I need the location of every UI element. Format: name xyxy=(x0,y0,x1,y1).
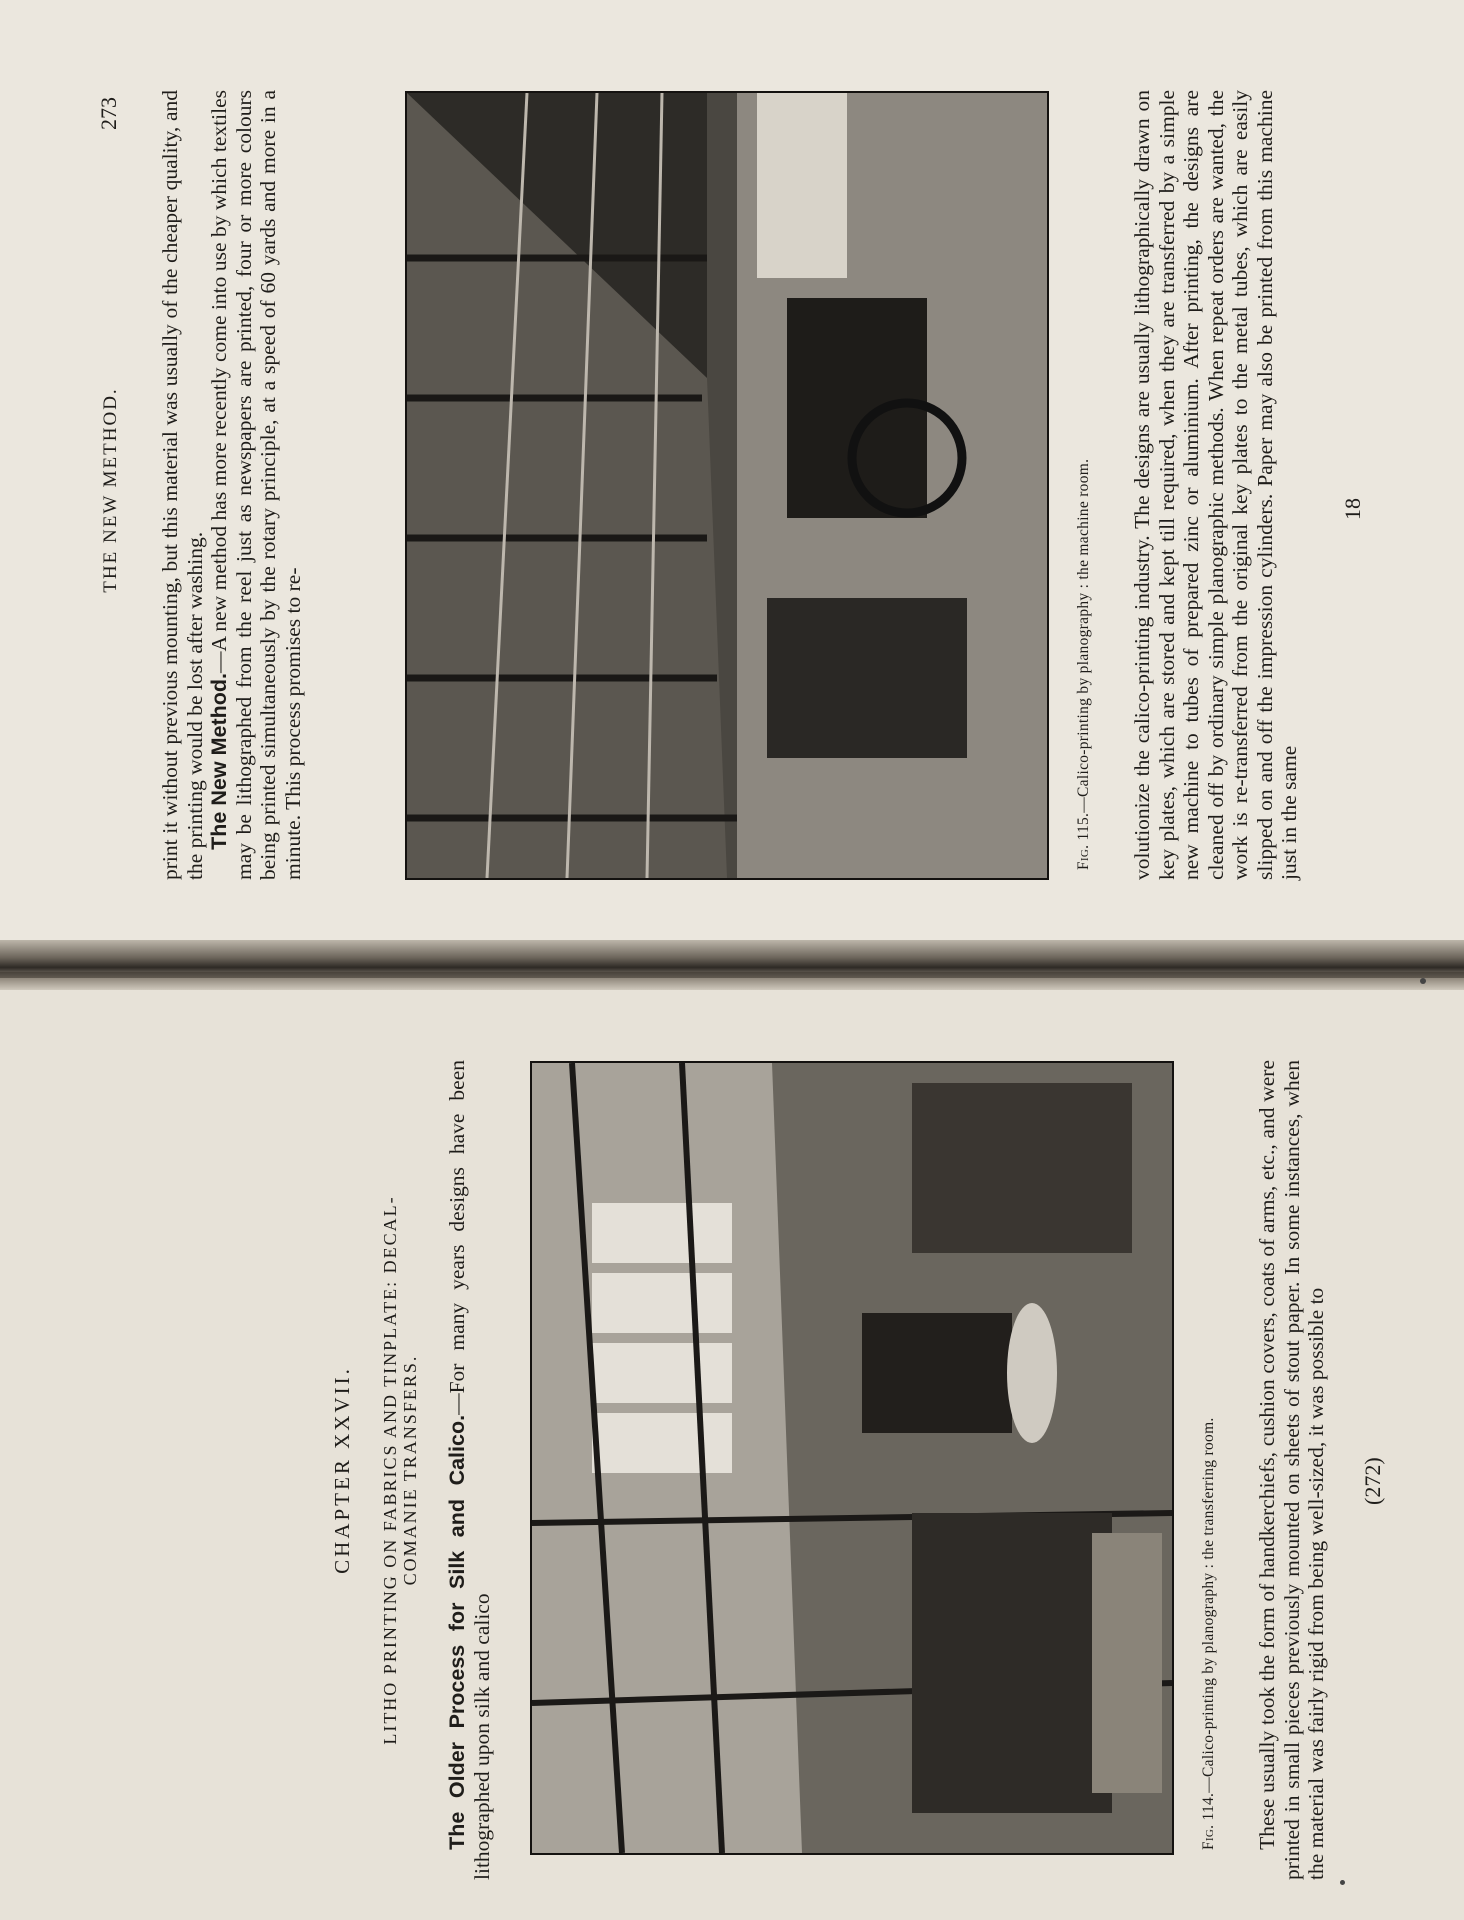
paragraph-text: —A new method has more recently come into use by which textiles may be lithographed from the reel just as newspapers are printed, four or more colours being printed simultaneously by the rotary principle, at a speed of 60 yards and more in a minute. This process promises to re- xyxy=(207,90,305,880)
paragraph: volutionize the calico-printing industry. The designs are usually lithographically drawn on key plates, which are stored and kept till required, when they are transferred by a simple new machine to tubes of prepared zinc or aluminium. After printing, the designs are cleaned off by ordinary simple planographic methods. When repeat orders are wanted, the work is re-transferred from the original key plates to the metal tubes, which are easily slipped on and off the impression cylinders. Paper may also be printed from this machine just in the same xyxy=(1130,90,1301,880)
chapter-subtitle xyxy=(380,1060,420,1880)
figure-114-photo xyxy=(530,1061,1174,1855)
page-272 xyxy=(320,1040,1464,1900)
caption-text: —Calico-printing by planography : the transferring room. xyxy=(1200,1417,1217,1793)
page-number: 273 xyxy=(96,97,121,130)
paragraph: These usually took the form of handkerchiefs, cushion covers, coats of arms, etc., and were printed in small pieces previously mounted on sheets of stout paper. In some instances, when the material was fairly rigid from being well-sized, it was possible to xyxy=(1255,1060,1328,1880)
paragraph-heading: The Older Process for Silk and Calico. xyxy=(445,1414,469,1850)
paragraph: print it without previous mounting, but this material was usually of the cheaper quality, and the printing would be lost after washing. xyxy=(158,90,207,880)
caption-label: Fig. 114. xyxy=(1200,1792,1217,1850)
transferring-room-photo xyxy=(532,1063,1172,1853)
signature-mark: 18 xyxy=(1340,498,1365,520)
text-block-upper xyxy=(158,90,305,880)
book-gutter xyxy=(0,940,1464,990)
chapter-title: CHAPTER XXVII. xyxy=(330,1366,354,1574)
subtitle-line: COMANIE TRANSFERS. xyxy=(400,1354,420,1586)
figure-caption xyxy=(1200,1050,1218,1850)
figure-caption xyxy=(1075,90,1093,870)
running-header: THE NEW METHOD. xyxy=(100,387,121,593)
figure-115-photo xyxy=(405,91,1049,880)
paragraph-heading: The New Method. xyxy=(207,672,231,850)
machine-room-photo xyxy=(407,93,1047,878)
paragraph xyxy=(207,90,305,880)
page-number: (272) xyxy=(1360,1457,1385,1505)
caption-label: Fig. 115. xyxy=(1075,812,1092,870)
page-273 xyxy=(40,80,1450,900)
text-block-lower xyxy=(1130,90,1302,880)
gutter-shadow xyxy=(0,972,1464,978)
speck xyxy=(1420,978,1426,984)
paragraph xyxy=(445,1060,494,1880)
subtitle-line: LITHO PRINTING ON FABRICS AND TINPLATE: DECAL- xyxy=(380,1195,400,1745)
text-block-upper xyxy=(445,1060,494,1880)
caption-text: —Calico-printing by planography : the machine room. xyxy=(1075,458,1092,813)
paragraph-text: —For many years designs have been lithographed upon silk and calico xyxy=(445,1059,494,1880)
text-block-lower xyxy=(1255,1060,1329,1880)
